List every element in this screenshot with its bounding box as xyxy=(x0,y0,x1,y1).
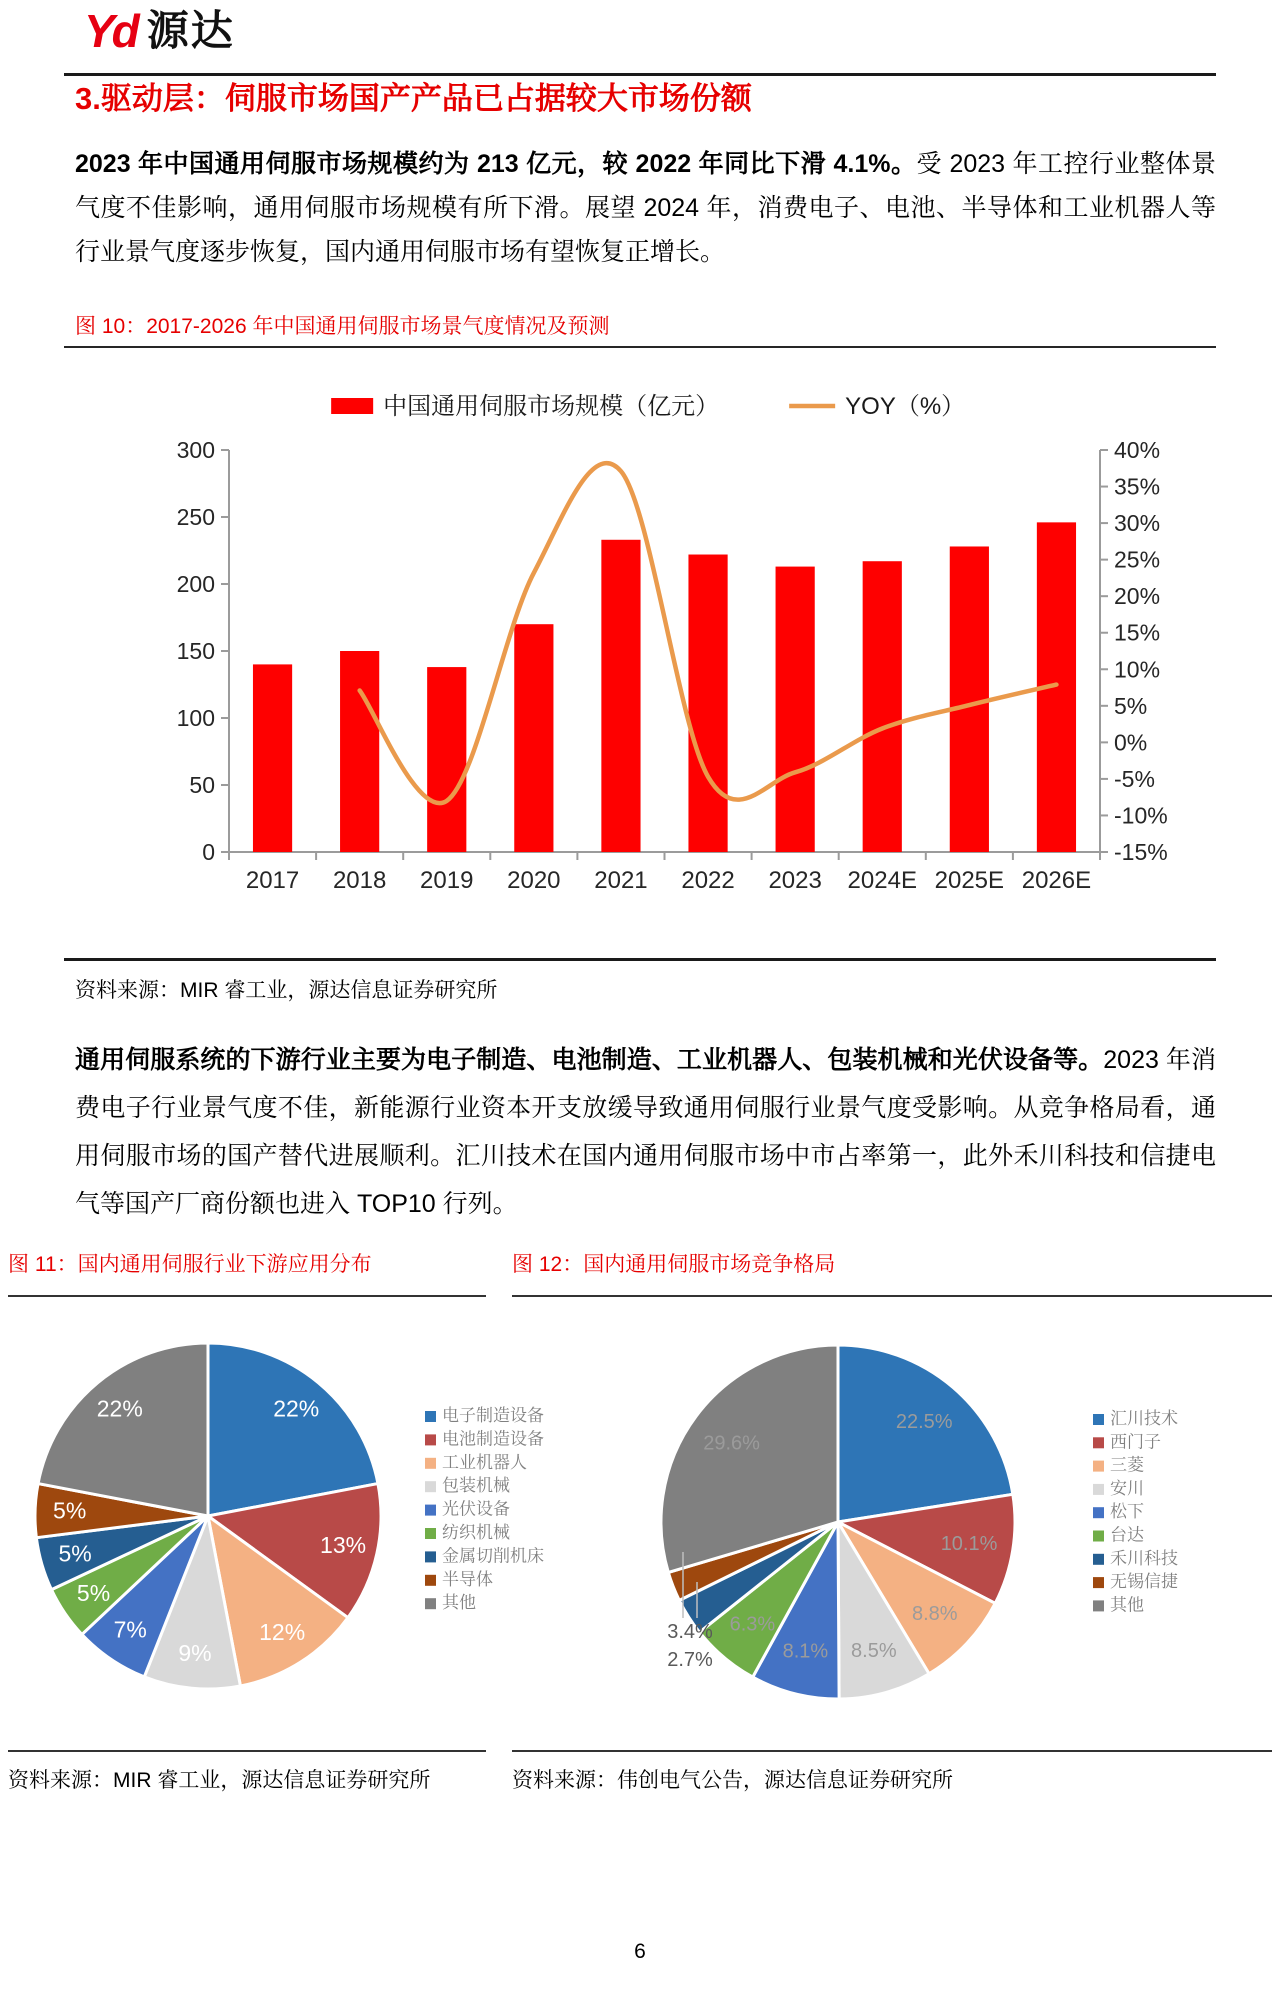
left-axis-tick: 150 xyxy=(176,638,215,664)
pie-label-三菱: 8.8% xyxy=(911,1602,958,1625)
legend-item-其他: 其他 xyxy=(1110,1595,1144,1615)
bar-2020 xyxy=(514,624,553,852)
legend-swatch-其他 xyxy=(425,1598,436,1609)
figure11-top-rule xyxy=(8,1295,486,1297)
figure11-source: 资料来源：MIR 睿工业，源达信息证券研究所 xyxy=(8,1769,431,1792)
right-axis-tick: 25% xyxy=(1114,546,1161,573)
pie-label-西门子: 10.1% xyxy=(940,1533,998,1556)
pie-legend xyxy=(1093,1409,1178,1614)
legend-swatch-包装机械 xyxy=(425,1481,436,1492)
figure11-caption: 图 11：国内通用伺服行业下游应用分布 xyxy=(8,1253,372,1276)
pie-label-光伏设备: 7% xyxy=(113,1616,147,1643)
left-axis-tick: 300 xyxy=(176,437,215,463)
pie-label-其他: 22% xyxy=(96,1395,143,1422)
x-axis-label: 2020 xyxy=(507,867,561,894)
x-axis-label: 2021 xyxy=(594,867,648,894)
right-axis-tick: -10% xyxy=(1114,802,1168,829)
pie-label-无锡信捷: 2.7% xyxy=(667,1649,713,1671)
legend-item-光伏设备: 光伏设备 xyxy=(442,1499,510,1519)
bar-2025E xyxy=(950,546,989,852)
right-axis-tick: 40% xyxy=(1114,437,1161,463)
figure12-caption: 图 12：国内通用伺服市场竞争格局 xyxy=(512,1253,836,1276)
paragraph-market-size xyxy=(75,142,1216,274)
legend-swatch-电子制造设备 xyxy=(425,1411,436,1422)
right-axis-tick: 10% xyxy=(1114,656,1161,683)
pie-label-汇川技术: 22.5% xyxy=(895,1411,953,1434)
x-axis-label: 2018 xyxy=(332,867,387,894)
legend-item-工业机器人: 工业机器人 xyxy=(442,1452,527,1472)
legend-bar-swatch xyxy=(331,398,373,414)
legend-swatch-金属切削机床 xyxy=(425,1551,436,1562)
figure10-bottom-rule xyxy=(64,958,1216,961)
legend-swatch-禾川科技 xyxy=(1093,1554,1104,1565)
pie-label-纺织机械: 5% xyxy=(76,1579,111,1606)
pie-label-半导体: 5% xyxy=(53,1497,87,1524)
bar-2018 xyxy=(340,651,379,852)
figure10-combo-chart xyxy=(64,352,1216,952)
legend-swatch-安川 xyxy=(1093,1484,1104,1495)
bar-2022 xyxy=(688,555,727,852)
legend-item-汇川技术: 汇川技术 xyxy=(1110,1409,1178,1428)
bar-2017 xyxy=(253,664,292,852)
paragraph-bold-lead: 2023 年中国通用伺服市场规模约为 213 亿元，较 2022 年同比下滑 4.1%。 xyxy=(75,150,917,178)
legend-swatch-纺织机械 xyxy=(425,1528,436,1539)
bar-2024E xyxy=(863,561,902,852)
left-axis-tick: 0 xyxy=(202,839,215,865)
pie-label-包装机械: 9% xyxy=(178,1639,212,1666)
legend-item-西门子: 西门子 xyxy=(1110,1432,1161,1452)
right-axis-tick: -5% xyxy=(1114,765,1155,792)
paragraph2-bold-lead: 通用伺服系统的下游行业主要为电子制造、电池制造、工业机器人、包装机械和光伏设备等。 xyxy=(75,1046,1104,1074)
legend-swatch-其他 xyxy=(1093,1600,1104,1611)
figure12-pie-chart xyxy=(512,1300,1272,1720)
logo xyxy=(84,5,235,57)
right-axis-tick: 5% xyxy=(1114,692,1148,719)
legend-swatch-半导体 xyxy=(425,1575,436,1586)
legend-item-包装机械: 包装机械 xyxy=(442,1476,510,1496)
legend-item-电池制造设备: 电池制造设备 xyxy=(442,1429,544,1449)
legend-item-电子制造设备: 电子制造设备 xyxy=(442,1406,544,1425)
pie-label-电子制造设备: 22% xyxy=(273,1395,320,1422)
x-axis-label: 2017 xyxy=(245,867,300,894)
legend-swatch-台达 xyxy=(1093,1531,1104,1542)
legend-line-label: YOY（%） xyxy=(845,393,966,420)
x-axis-label: 2024E xyxy=(847,867,917,894)
bar-2023 xyxy=(776,567,815,852)
legend-item-松下: 松下 xyxy=(1110,1502,1144,1522)
right-axis-tick: 0% xyxy=(1114,729,1148,756)
legend-swatch-汇川技术 xyxy=(1093,1414,1104,1425)
bar-2021 xyxy=(601,540,640,852)
pie-label-松下: 8.1% xyxy=(782,1640,829,1663)
logo-name: 源达 xyxy=(146,7,235,54)
pie-label-电池制造设备: 13% xyxy=(320,1532,367,1559)
legend-swatch-无锡信捷 xyxy=(1093,1577,1104,1588)
left-axis-tick: 100 xyxy=(176,705,215,731)
paragraph-body: 受 2023 年工控行业整体景气度不佳影响，通用伺服市场规模有所下滑。展望 2024 年，消费电子、电池、半导体和工业机器人等行业景气度逐步恢复，国内通用伺服市场有望恢复正增长。 xyxy=(75,150,1216,266)
section-heading: 3.驱动层：伺服市场国产产品已占据较大市场份额 xyxy=(75,81,752,116)
legend-item-三菱: 三菱 xyxy=(1110,1455,1144,1475)
pie-label-禾川科技: 3.4% xyxy=(667,1621,713,1643)
chart-legend xyxy=(331,393,965,420)
pie-slice-汇川技术 xyxy=(838,1345,1013,1522)
paragraph-downstream xyxy=(75,1036,1216,1228)
page-number: 6 xyxy=(634,1940,646,1963)
right-axis-tick: 15% xyxy=(1114,619,1161,646)
x-axis-label: 2026E xyxy=(1021,867,1092,894)
legend-swatch-电池制造设备 xyxy=(425,1434,436,1445)
pie-label-金属切削机床: 5% xyxy=(58,1540,92,1567)
legend-item-无锡信捷: 无锡信捷 xyxy=(1110,1572,1178,1592)
figure12-source: 资料来源：伟创电气公告，源达信息证券研究所 xyxy=(512,1769,953,1792)
legend-swatch-松下 xyxy=(1093,1507,1104,1518)
left-axis-tick: 250 xyxy=(176,504,215,530)
left-axis-tick: 200 xyxy=(176,571,215,597)
legend-item-安川: 安川 xyxy=(1110,1478,1144,1498)
pie-label-台达: 6.3% xyxy=(729,1613,776,1636)
legend-item-台达: 台达 xyxy=(1110,1525,1144,1545)
bar-2019 xyxy=(427,667,466,852)
x-axis-label: 2025E xyxy=(934,867,1005,894)
right-axis-tick: 35% xyxy=(1114,473,1161,500)
figure10-source: 资料来源：MIR 睿工业，源达信息证券研究所 xyxy=(75,979,498,1002)
legend-bar-label: 中国通用伺服市场规模（亿元） xyxy=(383,393,720,420)
figure10-caption: 图 10：2017-2026 年中国通用伺服市场景气度情况及预测 xyxy=(75,315,610,338)
figure12-bottom-rule xyxy=(512,1750,1272,1752)
legend-swatch-西门子 xyxy=(1093,1437,1104,1448)
legend-item-纺织机械: 纺织机械 xyxy=(442,1523,510,1542)
x-axis-label: 2023 xyxy=(768,867,822,894)
figure10-top-rule xyxy=(64,346,1216,348)
right-axis-tick: 20% xyxy=(1114,583,1161,610)
right-axis-tick: 30% xyxy=(1114,510,1161,537)
header-divider xyxy=(64,73,1216,76)
paragraph2-body: 2023 年消费电子行业景气度不佳，新能源行业资本开支放缓导致通用伺服行业景气度受影响。从竞争格局看，通用伺服市场的国产替代进展顺利。汇川技术在国内通用伺服市场中市占率第一，此外禾川科技和信捷电气等国产厂商份额也进入 TOP10 行列。 xyxy=(75,1046,1217,1218)
legend-item-金属切削机床: 金属切削机床 xyxy=(442,1546,544,1566)
legend-item-禾川科技: 禾川科技 xyxy=(1110,1548,1178,1568)
legend-item-其他: 其他 xyxy=(442,1593,476,1613)
pie-label-其他: 29.6% xyxy=(703,1432,760,1455)
legend-item-半导体: 半导体 xyxy=(442,1569,493,1589)
pie-label-工业机器人: 12% xyxy=(259,1618,306,1645)
legend-swatch-三菱 xyxy=(1093,1461,1104,1472)
legend-swatch-光伏设备 xyxy=(425,1505,436,1516)
figure11-bottom-rule xyxy=(8,1750,486,1752)
right-axis-tick: -15% xyxy=(1114,839,1168,865)
logo-mark-icon: Yd xyxy=(84,5,137,57)
figure12-top-rule xyxy=(512,1295,1272,1297)
legend-swatch-工业机器人 xyxy=(425,1458,436,1469)
x-axis-label: 2022 xyxy=(681,867,735,894)
pie-label-安川: 8.5% xyxy=(851,1639,897,1662)
figure11-pie-chart xyxy=(8,1300,544,1720)
x-axis-label: 2019 xyxy=(420,867,474,894)
left-axis-tick: 50 xyxy=(189,772,215,798)
